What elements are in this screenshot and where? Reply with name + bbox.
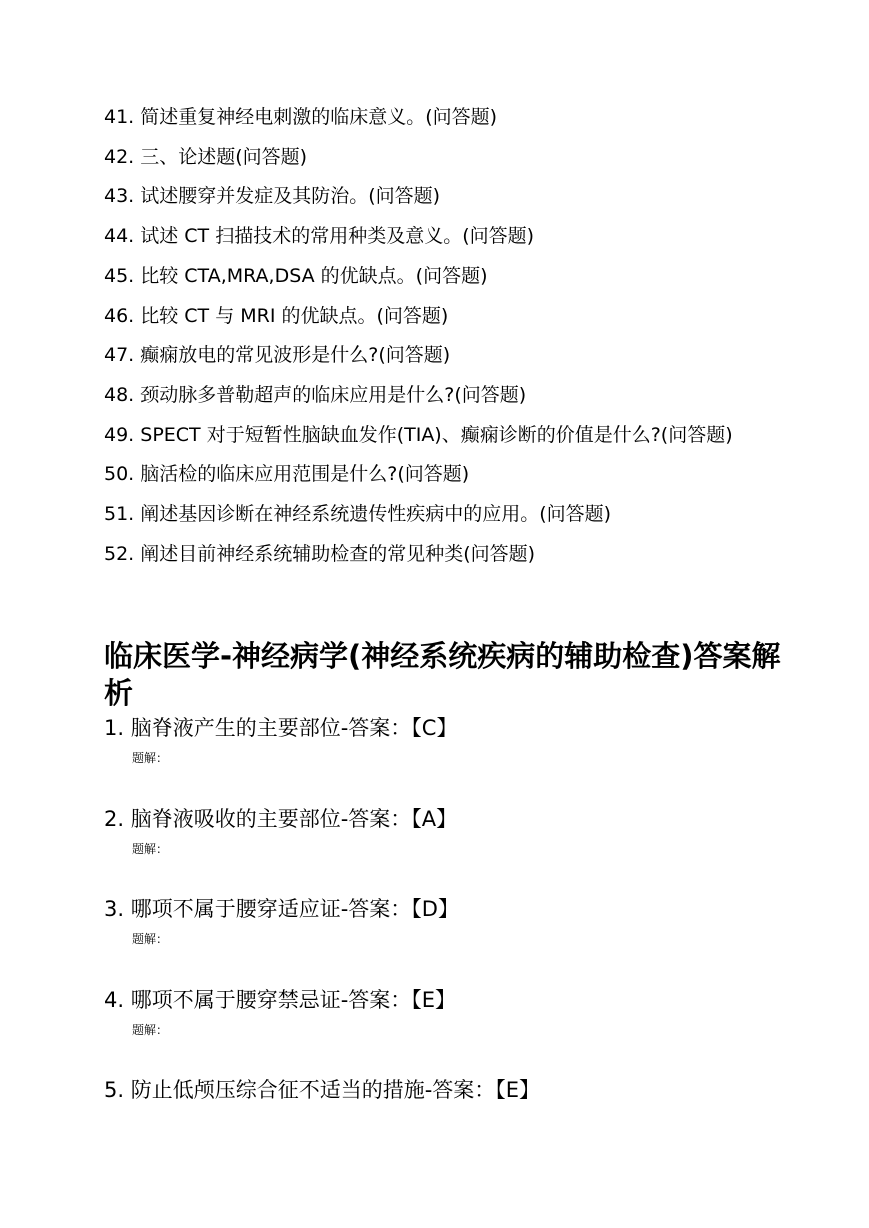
explanation-label: 题解： (132, 1022, 169, 1037)
section-title: 临床医学-神经病学(神经系统疾病的辅助检查)答案解析 (104, 639, 781, 710)
answer-item (104, 889, 764, 980)
answer-item (104, 708, 764, 799)
answer-item (104, 1070, 764, 1161)
answer-text: 3. 哪项不属于腰穿适应证-答案：【D】 (104, 897, 459, 921)
question-item: 42. 三、论述题(问答题) (104, 145, 308, 168)
explanation-label: 题解： (132, 932, 169, 946)
answer-text: 2. 脑脊液吸收的主要部位-答案：【A】 (104, 806, 458, 831)
question-item: 52. 阐述目前神经系统辅助检查的常见种类(问答题) (104, 542, 536, 565)
question-item: 41. 简述重复神经电刺激的临床意义。(问答题) (104, 106, 498, 128)
question-list (104, 98, 764, 574)
answer-item (104, 799, 764, 890)
question-item: 49. SPECT 对于短暂性脑缺血发作(TIA)、癫痫诊断的价值是什么?(问答题) (104, 423, 733, 446)
answer-text: 4. 哪项不属于腰穿禁忌证-答案：【E】 (104, 987, 457, 1012)
answer-item (104, 980, 764, 1071)
question-item: 46. 比较 CT 与 MRI 的优缺点。(问答题) (104, 304, 449, 327)
question-item: 43. 试述腰穿并发症及其防治。(问答题) (104, 185, 441, 208)
question-item: 50. 脑活检的临床应用范围是什么?(问答题) (104, 463, 470, 486)
question-item: 51. 阐述基因诊断在神经系统遗传性疾病中的应用。(问答题) (104, 503, 612, 526)
question-item: 44. 试述 CT 扫描技术的常用种类及意义。(问答题) (104, 225, 535, 248)
explanation-label: 题解： (132, 751, 169, 765)
question-item: 45. 比较 CTA,MRA,DSA 的优缺点。(问答题) (104, 264, 488, 287)
answer-list (104, 708, 764, 1161)
answer-text: 5. 防止低颅压综合征不适当的措施-答案：【E】 (104, 1078, 541, 1102)
answer-text: 1. 脑脊液产生的主要部位-答案：【C】 (104, 716, 458, 740)
explanation-label: 题解： (132, 841, 169, 856)
question-item: 48. 颈动脉多普勒超声的临床应用是什么?(问答题) (104, 383, 527, 406)
question-item: 47. 癫痫放电的常见波形是什么?(问答题) (104, 344, 451, 367)
